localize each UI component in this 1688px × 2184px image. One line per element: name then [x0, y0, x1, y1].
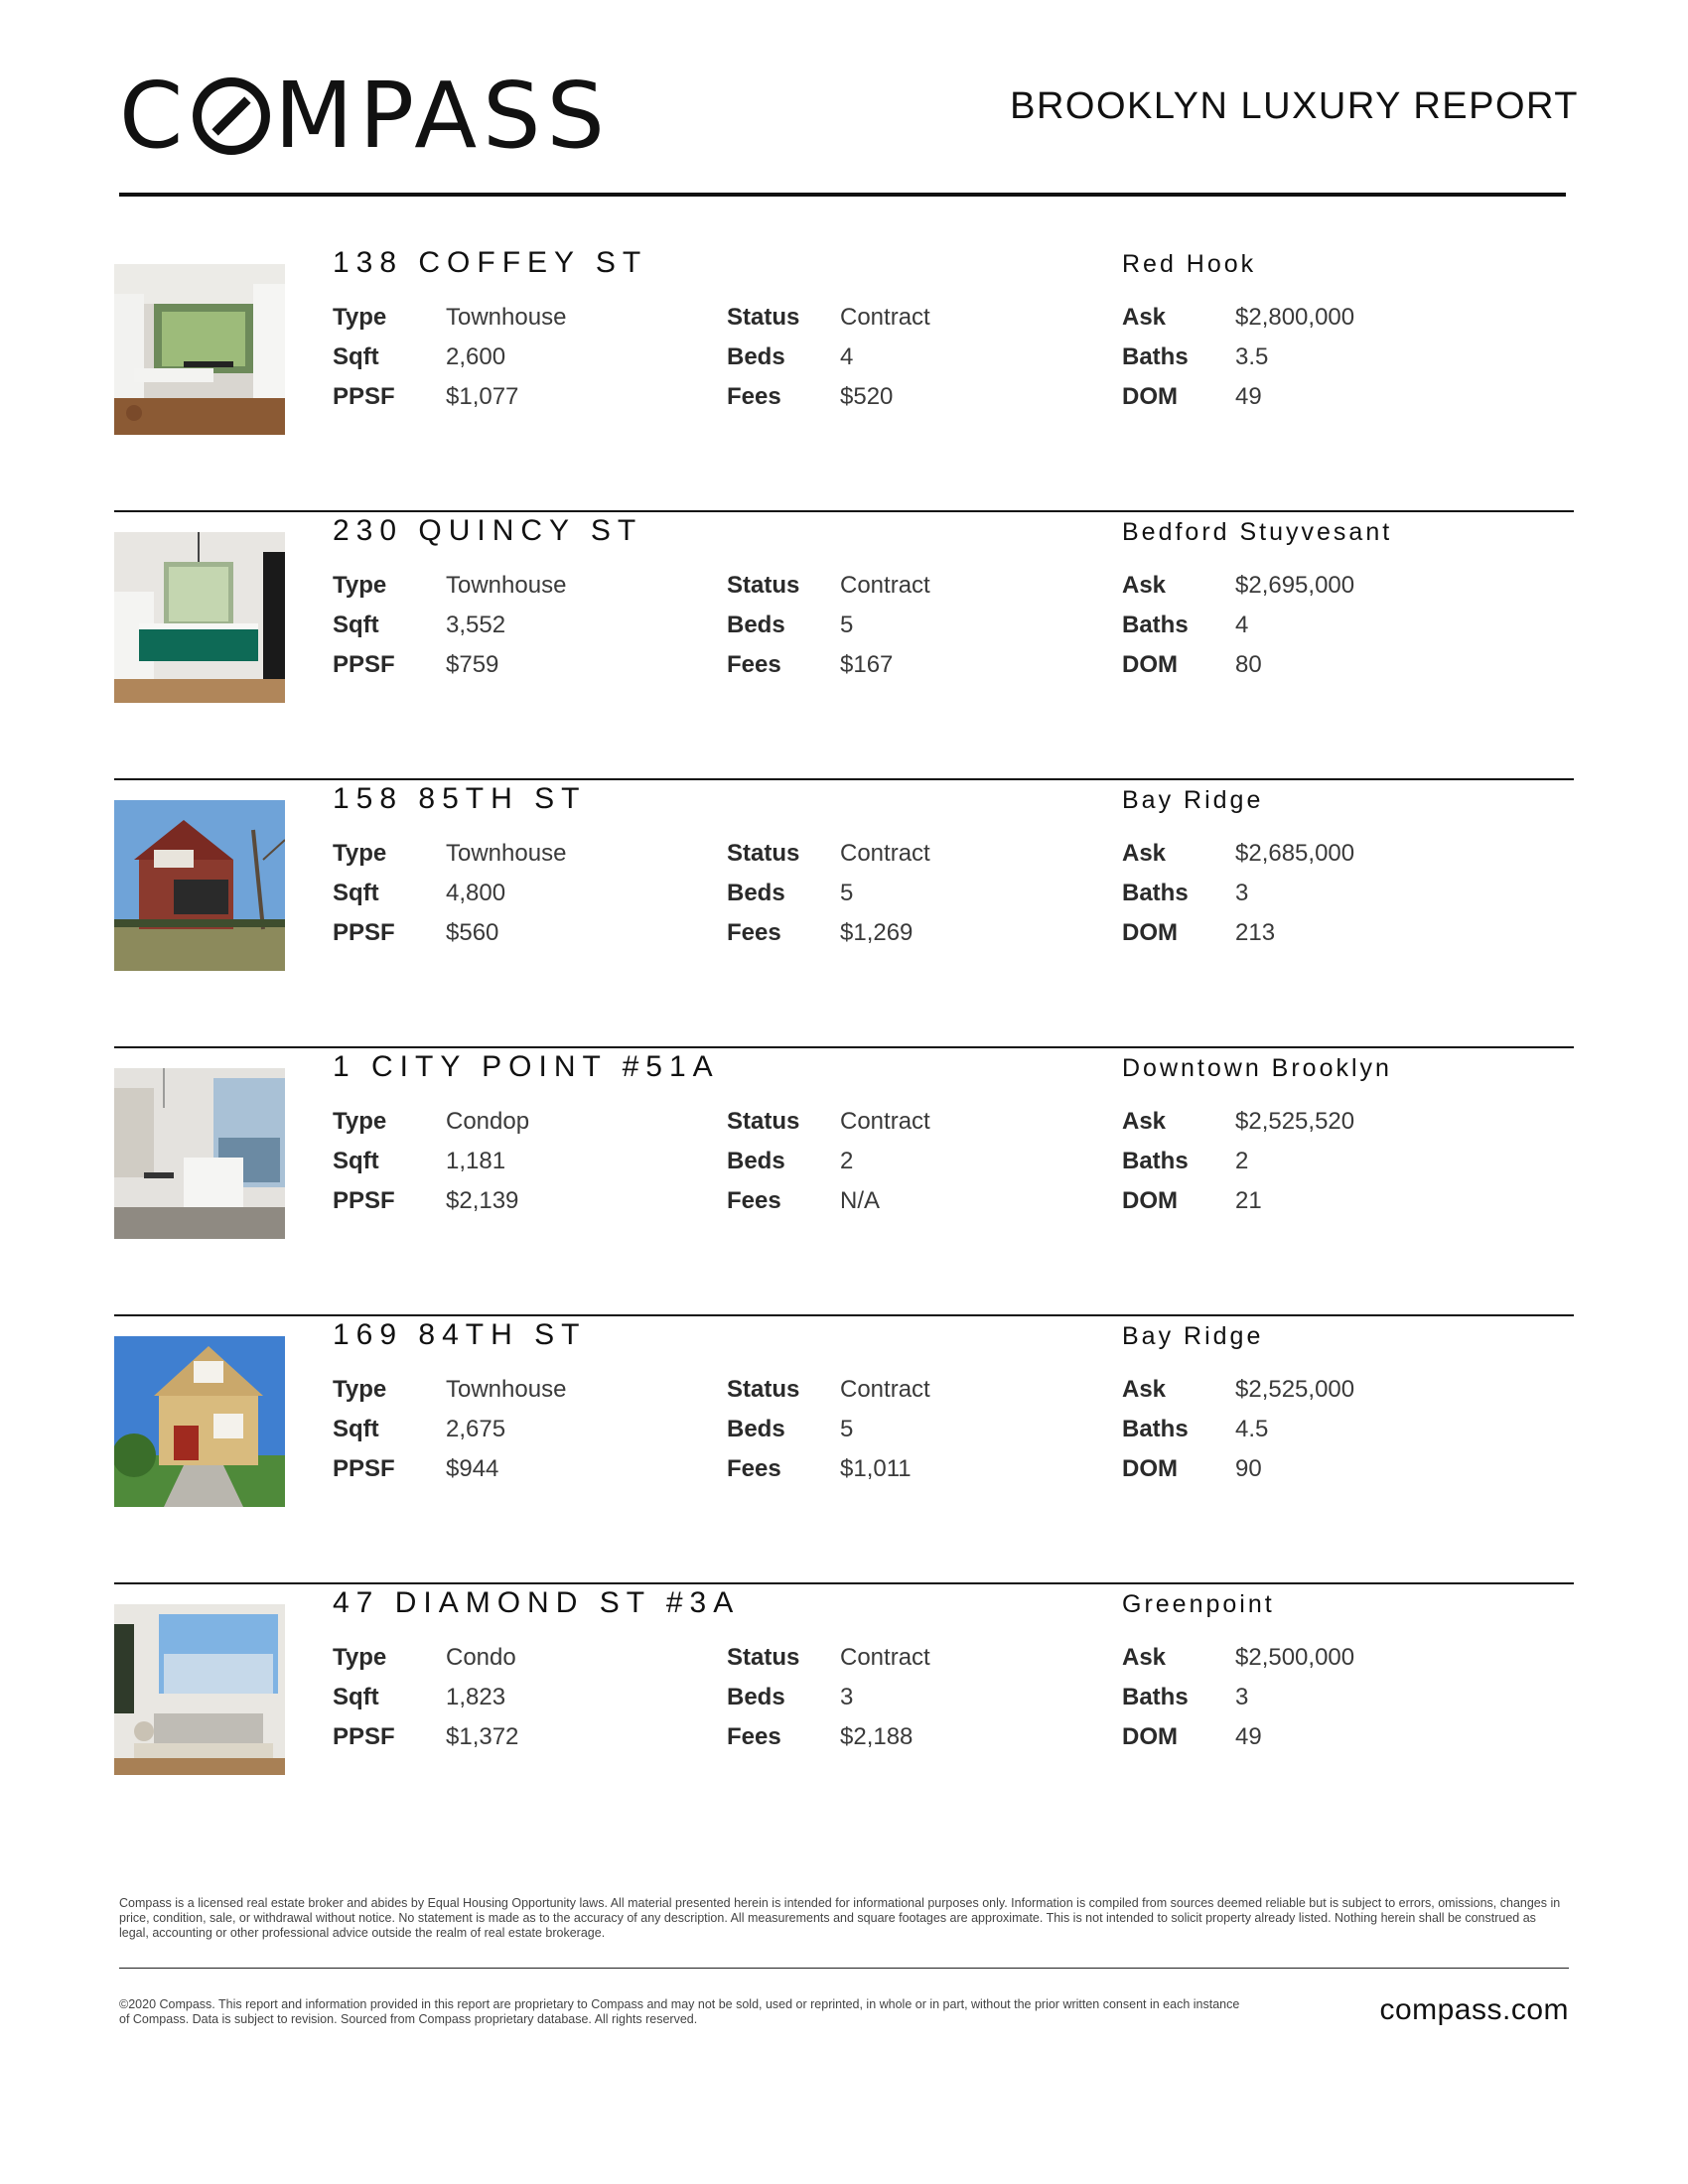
type-value: Condop [446, 1108, 530, 1135]
dom-label: DOM [1122, 919, 1178, 946]
sqft-value: 2,600 [446, 343, 506, 370]
listing-card [114, 1584, 1574, 1803]
listing-details-col-2 [727, 1370, 930, 1489]
listing-address: 169 84TH ST [333, 1318, 587, 1351]
beds-value: 4 [840, 343, 854, 370]
baths-value: 4 [1235, 612, 1249, 638]
baths-label: Baths [1122, 1148, 1189, 1174]
fees-label: Fees [727, 1723, 781, 1750]
listing-address: 47 DIAMOND ST #3A [333, 1586, 741, 1619]
listing-details-col-1 [333, 298, 566, 417]
baths-label: Baths [1122, 612, 1189, 638]
status-value: Contract [840, 304, 930, 331]
type-label: Type [333, 304, 387, 331]
condo-interior-photo-icon [114, 1068, 285, 1239]
type-value: Townhouse [446, 1376, 567, 1403]
ppsf-label: PPSF [333, 919, 395, 946]
listing-card [114, 512, 1574, 780]
status-label: Status [727, 304, 800, 331]
beds-label: Beds [727, 880, 785, 906]
type-value: Townhouse [446, 304, 567, 331]
baths-value: 3 [1235, 1684, 1249, 1710]
listing-card [114, 1048, 1574, 1316]
listing-neighborhood: Red Hook [1122, 250, 1257, 278]
baths-value: 3.5 [1235, 343, 1269, 370]
type-label: Type [333, 1108, 387, 1135]
listing-photo[interactable] [114, 1604, 285, 1775]
sqft-label: Sqft [333, 343, 379, 370]
listing-details-col-3 [1122, 1102, 1354, 1221]
type-value: Townhouse [446, 572, 567, 599]
type-label: Type [333, 572, 387, 599]
listing-details-col-2 [727, 1102, 930, 1221]
listing-photo[interactable] [114, 800, 285, 971]
dom-label: DOM [1122, 651, 1178, 678]
baths-value: 4.5 [1235, 1416, 1269, 1442]
ask-label: Ask [1122, 1644, 1167, 1671]
listing-details-col-3 [1122, 834, 1354, 953]
sqft-value: 1,823 [446, 1684, 506, 1710]
dom-value: 49 [1235, 383, 1262, 410]
beds-label: Beds [727, 1416, 785, 1442]
listing-details-col-2 [727, 566, 930, 685]
dom-label: DOM [1122, 383, 1178, 410]
ppsf-value: $944 [446, 1455, 499, 1482]
fees-value: $2,188 [840, 1723, 914, 1750]
header-divider [119, 193, 1566, 197]
ask-label: Ask [1122, 572, 1167, 599]
type-value: Townhouse [446, 840, 567, 867]
listing-details-col-1 [333, 1638, 518, 1757]
ppsf-value: $1,077 [446, 383, 519, 410]
compass-logo[interactable] [119, 63, 616, 169]
compass-o-icon [191, 75, 272, 157]
kitchen-photo-icon [114, 264, 285, 435]
listing-details-col-1 [333, 566, 566, 685]
listing-details-col-3 [1122, 566, 1354, 685]
ask-value: $2,800,000 [1235, 304, 1355, 331]
ppsf-value: $1,372 [446, 1723, 519, 1750]
dom-value: 213 [1235, 919, 1276, 946]
ask-label: Ask [1122, 1376, 1167, 1403]
listing-address: 1 CITY POINT #51A [333, 1050, 720, 1083]
sqft-label: Sqft [333, 1148, 379, 1174]
fees-label: Fees [727, 383, 781, 410]
listing-details-col-3 [1122, 1638, 1354, 1757]
status-label: Status [727, 1376, 800, 1403]
ppsf-label: PPSF [333, 651, 395, 678]
dom-value: 49 [1235, 1723, 1262, 1750]
status-value: Contract [840, 1376, 930, 1403]
fees-value: N/A [840, 1187, 881, 1214]
listing-address: 230 QUINCY ST [333, 514, 643, 547]
ppsf-value: $560 [446, 919, 499, 946]
beds-value: 3 [840, 1684, 854, 1710]
dom-value: 80 [1235, 651, 1262, 678]
sqft-label: Sqft [333, 1684, 379, 1710]
ask-value: $2,525,000 [1235, 1376, 1355, 1403]
beds-label: Beds [727, 1148, 785, 1174]
beds-label: Beds [727, 1684, 785, 1710]
fees-label: Fees [727, 651, 781, 678]
ppsf-label: PPSF [333, 1455, 395, 1482]
website-link[interactable]: compass.com [1379, 1993, 1569, 2026]
beds-value: 2 [840, 1148, 854, 1174]
ask-value: $2,500,000 [1235, 1644, 1355, 1671]
listing-details-col-3 [1122, 1370, 1354, 1489]
baths-label: Baths [1122, 1684, 1189, 1710]
ask-label: Ask [1122, 1108, 1167, 1135]
dom-label: DOM [1122, 1723, 1178, 1750]
kitchen-photo-icon [114, 532, 285, 703]
ppsf-label: PPSF [333, 1723, 395, 1750]
listing-neighborhood: Greenpoint [1122, 1590, 1275, 1618]
status-value: Contract [840, 1644, 930, 1671]
baths-label: Baths [1122, 1416, 1189, 1442]
status-label: Status [727, 572, 800, 599]
dom-value: 21 [1235, 1187, 1262, 1214]
status-label: Status [727, 1108, 800, 1135]
fees-label: Fees [727, 1187, 781, 1214]
sqft-label: Sqft [333, 612, 379, 638]
living-room-photo-icon [114, 1604, 285, 1775]
listing-neighborhood: Bay Ridge [1122, 786, 1264, 814]
house-photo-icon [114, 800, 285, 971]
sqft-value: 4,800 [446, 880, 506, 906]
ask-label: Ask [1122, 840, 1167, 867]
sqft-label: Sqft [333, 880, 379, 906]
status-label: Status [727, 840, 800, 867]
copyright-notice: ©2020 Compass. This report and information provided in this report are proprietary to Compass and may not be sold, used or reprinted, in whole or in part, without the prior written consent in each instance of Compass. Data is subject to revision. Sourced from Compass proprietary database. All rights reserved. [119, 1997, 1240, 2026]
listing-neighborhood: Bedford Stuyvesant [1122, 518, 1393, 546]
listing-details-col-2 [727, 298, 930, 417]
sqft-value: 2,675 [446, 1416, 506, 1442]
fees-value: $167 [840, 651, 894, 678]
type-value: Condo [446, 1644, 516, 1671]
ask-value: $2,685,000 [1235, 840, 1355, 867]
listing-card [114, 244, 1574, 512]
beds-value: 5 [840, 1416, 854, 1442]
baths-label: Baths [1122, 343, 1189, 370]
house-photo-icon [114, 1336, 285, 1507]
compass-wordmark: C MPASS [119, 63, 611, 169]
listing-card [114, 780, 1574, 1048]
listing-address: 138 COFFEY ST [333, 246, 648, 279]
beds-label: Beds [727, 612, 785, 638]
listing-photo[interactable] [114, 1336, 285, 1507]
beds-label: Beds [727, 343, 785, 370]
ppsf-label: PPSF [333, 383, 395, 410]
ask-value: $2,695,000 [1235, 572, 1355, 599]
ask-label: Ask [1122, 304, 1167, 331]
sqft-label: Sqft [333, 1416, 379, 1442]
beds-value: 5 [840, 612, 854, 638]
ppsf-value: $759 [446, 651, 499, 678]
listing-card [114, 1316, 1574, 1584]
type-label: Type [333, 840, 387, 867]
listing-neighborhood: Bay Ridge [1122, 1322, 1264, 1350]
dom-label: DOM [1122, 1187, 1178, 1214]
sqft-value: 3,552 [446, 612, 506, 638]
beds-value: 5 [840, 880, 854, 906]
listing-details-col-3 [1122, 298, 1354, 417]
fees-value: $1,269 [840, 919, 914, 946]
listing-details-col-1 [333, 1370, 566, 1489]
dom-value: 90 [1235, 1455, 1262, 1482]
ppsf-label: PPSF [333, 1187, 395, 1214]
sqft-value: 1,181 [446, 1148, 506, 1174]
type-label: Type [333, 1376, 387, 1403]
baths-value: 3 [1235, 880, 1249, 906]
listing-address: 158 85TH ST [333, 782, 587, 815]
ppsf-value: $2,139 [446, 1187, 519, 1214]
status-value: Contract [840, 840, 930, 867]
report-title: BROOKLYN LUXURY REPORT [1010, 85, 1579, 127]
listing-details-col-2 [727, 834, 930, 953]
listing-neighborhood: Downtown Brooklyn [1122, 1054, 1392, 1082]
status-label: Status [727, 1644, 800, 1671]
type-label: Type [333, 1644, 387, 1671]
ask-value: $2,525,520 [1235, 1108, 1355, 1135]
footer-divider [119, 1968, 1569, 1969]
fees-label: Fees [727, 919, 781, 946]
legal-disclaimer: Compass is a licensed real estate broker and abides by Equal Housing Opportunity laws. All material presented herein is intended for informational purposes only. Information is compiled from sources deemed reliable but is subject to errors, omissions, changes in price, condition, sale, or withdrawal without notice. No statement is made as to the accuracy of any description. All measurements and square footages are approximate. This is not intended to solicit property already listed. Nothing herein shall be construed as legal, accounting or other professional advice outside the realm of real estate brokerage. [119, 1896, 1561, 1940]
status-value: Contract [840, 572, 930, 599]
fees-value: $520 [840, 383, 894, 410]
listing-details-col-1 [333, 834, 566, 953]
dom-label: DOM [1122, 1455, 1178, 1482]
status-value: Contract [840, 1108, 930, 1135]
listing-photo[interactable] [114, 264, 285, 435]
listing-details-col-2 [727, 1638, 930, 1757]
listing-photo[interactable] [114, 532, 285, 703]
listing-details-col-1 [333, 1102, 529, 1221]
baths-label: Baths [1122, 880, 1189, 906]
fees-value: $1,011 [840, 1455, 912, 1482]
fees-label: Fees [727, 1455, 781, 1482]
listing-photo[interactable] [114, 1068, 285, 1239]
baths-value: 2 [1235, 1148, 1249, 1174]
